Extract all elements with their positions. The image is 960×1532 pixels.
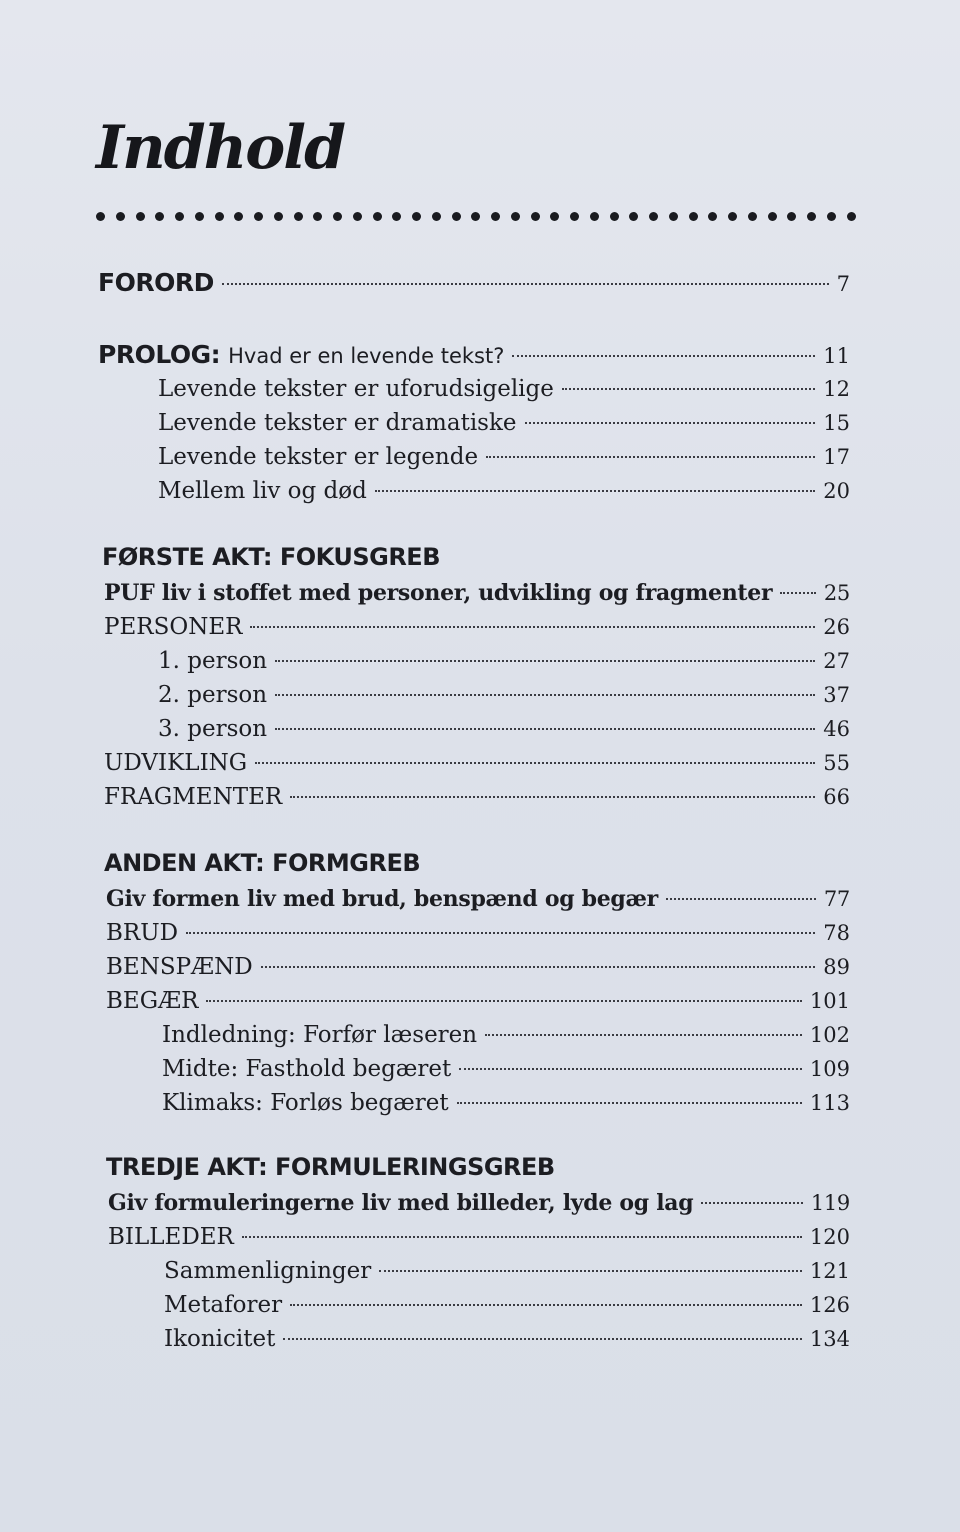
toc-page-number: 102	[809, 1023, 850, 1047]
toc-page-number: 89	[823, 955, 850, 979]
toc-entry-lead[interactable]	[108, 1186, 850, 1220]
toc-page-number: 119	[810, 1191, 850, 1215]
toc-page-number: 126	[809, 1293, 850, 1317]
dot-leader	[290, 796, 815, 798]
toc-entry-lead[interactable]	[106, 882, 850, 916]
toc-entry[interactable]	[106, 916, 850, 950]
toc-entry-forord[interactable]	[98, 266, 850, 300]
toc-page-number: 121	[809, 1259, 850, 1283]
toc-entry[interactable]	[158, 406, 850, 440]
toc-entry-label: Metaforer	[164, 1292, 283, 1318]
toc-entry-prolog[interactable]	[98, 338, 850, 372]
toc-entry-label: Levende tekster er uforudsigelige	[158, 376, 554, 402]
toc-page-number: 15	[823, 411, 850, 435]
dot-leader	[255, 762, 815, 764]
dot-leader	[261, 966, 816, 968]
toc-entry-label: Levende tekster er legende	[158, 444, 479, 470]
dot-leader	[275, 728, 815, 730]
dot-leader	[250, 626, 815, 628]
toc-page-number: 55	[823, 751, 850, 775]
dot-leader	[242, 1236, 802, 1238]
toc-entry[interactable]	[104, 610, 850, 644]
toc-entry-label: FRAGMENTER	[104, 784, 283, 810]
toc-page-number: 20	[823, 479, 850, 503]
dot-leader	[701, 1202, 802, 1204]
toc-entry-label: Indledning: Forfør læseren	[162, 1022, 478, 1048]
toc-entry[interactable]	[164, 1322, 850, 1356]
toc-page-number: 37	[823, 683, 850, 707]
toc-entry-label: UDVIKLING	[104, 750, 248, 776]
toc-page-number: 27	[823, 649, 850, 673]
toc-page-number: 12	[823, 377, 850, 401]
toc-entry-label: BENSPÆND	[106, 954, 253, 980]
dot-leader	[457, 1102, 802, 1104]
dot-leader	[275, 660, 815, 662]
toc-entry[interactable]	[158, 678, 850, 712]
toc-page-number: 26	[823, 615, 850, 639]
dot-leader	[375, 490, 815, 492]
toc-entry[interactable]	[104, 746, 850, 780]
dot-leader	[275, 694, 815, 696]
toc-page-number: 78	[823, 921, 850, 945]
toc-entry[interactable]	[162, 1018, 850, 1052]
section-heading: ANDEN AKT: FORMGREB	[104, 849, 421, 877]
dot-leader	[186, 932, 815, 934]
section-heading: TREDJE AKT: FORMULERINGSGREB	[106, 1153, 555, 1181]
toc-page-number: 77	[823, 887, 850, 911]
dot-leader	[206, 1000, 802, 1002]
dot-leader	[485, 1034, 802, 1036]
toc-entry[interactable]	[164, 1288, 850, 1322]
toc-page-number: 11	[823, 344, 850, 368]
toc-entry[interactable]	[158, 474, 850, 508]
toc-entry-label: Mellem liv og død	[158, 478, 367, 504]
toc-page-number: 25	[823, 581, 850, 605]
toc-entry-label: 2. person	[158, 682, 268, 708]
section-heading: FØRSTE AKT: FOKUSGREB	[102, 543, 440, 571]
toc-page-number: 46	[823, 717, 850, 741]
toc-entry[interactable]	[162, 1052, 850, 1086]
toc-section-subtitle: Hvad er en levende tekst?	[228, 344, 505, 368]
toc-entry-label: BEGÆR	[106, 988, 199, 1014]
toc-page-number: 17	[823, 445, 850, 469]
dot-leader	[222, 283, 829, 285]
toc-entry[interactable]	[106, 984, 850, 1018]
toc-page-number: 113	[809, 1091, 850, 1115]
dot-leader	[780, 592, 816, 594]
toc-entry[interactable]	[158, 712, 850, 746]
dot-leader	[525, 422, 816, 424]
toc-entry-lead[interactable]	[104, 576, 850, 610]
dot-leader	[379, 1270, 802, 1272]
toc-entry[interactable]	[158, 440, 850, 474]
toc-entry[interactable]	[158, 644, 850, 678]
toc-entry-label: BRUD	[106, 920, 179, 946]
dot-leader	[562, 388, 815, 390]
toc-page-number: 120	[809, 1225, 850, 1249]
toc-entry-label: BILLEDER	[108, 1224, 234, 1250]
toc-entry[interactable]	[106, 950, 850, 984]
dot-leader	[486, 456, 815, 458]
toc-page-number: 101	[809, 989, 850, 1013]
page-title: Indhold	[96, 113, 345, 183]
toc-entry-label: Midte: Fasthold begæret	[162, 1056, 452, 1082]
toc-entry[interactable]	[108, 1220, 850, 1254]
toc-entry[interactable]	[158, 372, 850, 406]
toc-entry-label: Giv formuleringerne liv med billeder, lyde og lag	[108, 1190, 694, 1216]
toc-entry-label: PUF liv i stoffet med personer, udvikling og fragmenter	[104, 580, 773, 606]
toc-entry-label: 1. person	[158, 648, 268, 674]
toc-page-number: 66	[823, 785, 850, 809]
toc-entry-label: Sammenligninger	[164, 1258, 372, 1284]
toc-entry-label: PERSONER	[104, 614, 243, 640]
toc-entry-label: Ikonicitet	[164, 1326, 276, 1352]
toc-entry-label: 3. person	[158, 716, 268, 742]
dot-leader	[512, 355, 815, 357]
dot-leader	[283, 1338, 802, 1340]
dot-leader	[459, 1068, 802, 1070]
toc-entry[interactable]	[104, 780, 850, 814]
toc-entry[interactable]	[164, 1254, 850, 1288]
dot-leader	[290, 1304, 802, 1306]
toc-entry-label: Klimaks: Forløs begæret	[162, 1090, 449, 1116]
toc-page-number: 134	[809, 1327, 850, 1351]
toc-page-number: 109	[809, 1057, 850, 1081]
toc-entry-label: FORORD	[98, 268, 214, 297]
toc-entry[interactable]	[162, 1086, 850, 1120]
toc-entry-label: Giv formen liv med brud, benspænd og begær	[106, 886, 658, 912]
dot-leader	[666, 898, 816, 900]
toc-page-number: 7	[836, 272, 850, 296]
toc-entry-label: Levende tekster er dramatiske	[158, 410, 517, 436]
toc-section-label: PROLOG:	[98, 340, 221, 369]
